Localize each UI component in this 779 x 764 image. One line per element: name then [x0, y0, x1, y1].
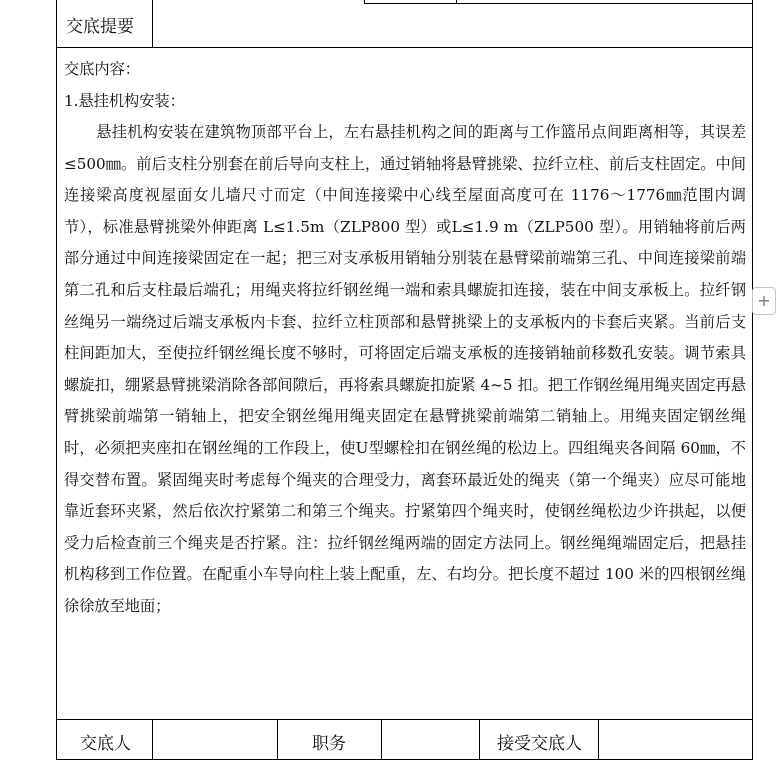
- add-icon[interactable]: +: [752, 287, 776, 315]
- presenter-label: 交底人: [80, 734, 131, 754]
- table-left-border: [56, 0, 57, 760]
- footer-col-divider-4: [479, 719, 480, 760]
- table-bottom-rule: [56, 759, 753, 760]
- table-header-bottom-rule: [56, 47, 753, 48]
- footer-col-divider-3: [381, 719, 382, 760]
- position-label: 职务: [312, 734, 346, 754]
- footer-col-divider-1: [152, 719, 153, 760]
- footer-col-divider-5: [598, 719, 599, 760]
- content-paragraph: [64, 117, 746, 623]
- header-col-divider-3: [456, 0, 457, 4]
- table-right-border: [752, 0, 753, 760]
- table-row-top-rule: [364, 3, 752, 4]
- content-paragraph-text: 悬挂机构安装在建筑物顶部平台上，左右悬挂机构之间的距离与工作篮吊点间距离相等，其误差≤500㎜。前后支柱分别套在前后导向支柱上，通过销轴将悬臂挑梁、拉纤立柱、前后支柱固定。中间连接梁高度视屋面女儿墙尺寸而定（中间连接梁中心线至屋面高度可在 1176～1776㎜范围内调节），标准悬臂挑梁外伸距离 L≤1.5m（ZLP800 型）或L≤1.9 m（ZLP500 型）。用销轴将前后两部分通过中间连接梁固定在一起；把三对支承板用销轴分别装在悬臂梁前端第三孔、中间连接梁前端第二孔和后支柱最后端孔；用绳夹将拉纤钢丝绳一端和索具螺旋扣连接，装在中间支承板上。拉纤钢丝绳另一端绕过后端支承板内卡套、拉纤立柱顶部和悬臂挑梁上的支承板内的卡套后夹紧。当前后支柱间距加大，至使拉纤钢丝绳长度不够时，可将固定后端支承板的连接销轴前移数孔安装。调节索具螺旋扣，绷紧悬臂挑梁消除各部间隙后，再将索具螺旋扣旋紧 4~5 扣。把工作钢丝绳用绳夹固定再悬臂挑梁前端第一销轴上，把安全钢丝绳用绳夹固定在悬臂挑梁前端第二销轴上。用绳夹固定钢丝绳时，必须把夹座扣在钢丝绳的工作段上，使U型螺栓扣在钢丝绳的松边上。四组绳夹各间隔 60㎜，不得交替布置。紧固绳夹时考虑每个绳夹的合理受力，离套环最近处的绳夹（第一个绳夹）应尽可能地靠近套环夹紧，然后依次拧紧第二和第三个绳夹。拧紧第四个绳夹时，使钢丝绳松边少许拱起，以便受力后检查前三个绳夹是否拧紧。注：拉纤钢丝绳两端的固定方法同上。钢丝绳绳端固定后，把悬挂机构移到工作位置。在配重小车导向柱上装上配重，左、右均分。把长度不超过 100 米的四根钢丝绳徐徐放至地面；: [64, 123, 746, 615]
- summary-label: 交底提要: [66, 17, 134, 37]
- content-heading: 交底内容：: [64, 60, 140, 78]
- table-footer-top-rule: [56, 719, 753, 720]
- header-col-divider-2: [364, 0, 365, 4]
- header-col-divider-1: [152, 0, 153, 47]
- section-title: 1.悬挂机构安装：: [64, 92, 185, 110]
- receiver-label: 接受交底人: [497, 734, 582, 754]
- footer-col-divider-2: [277, 719, 278, 760]
